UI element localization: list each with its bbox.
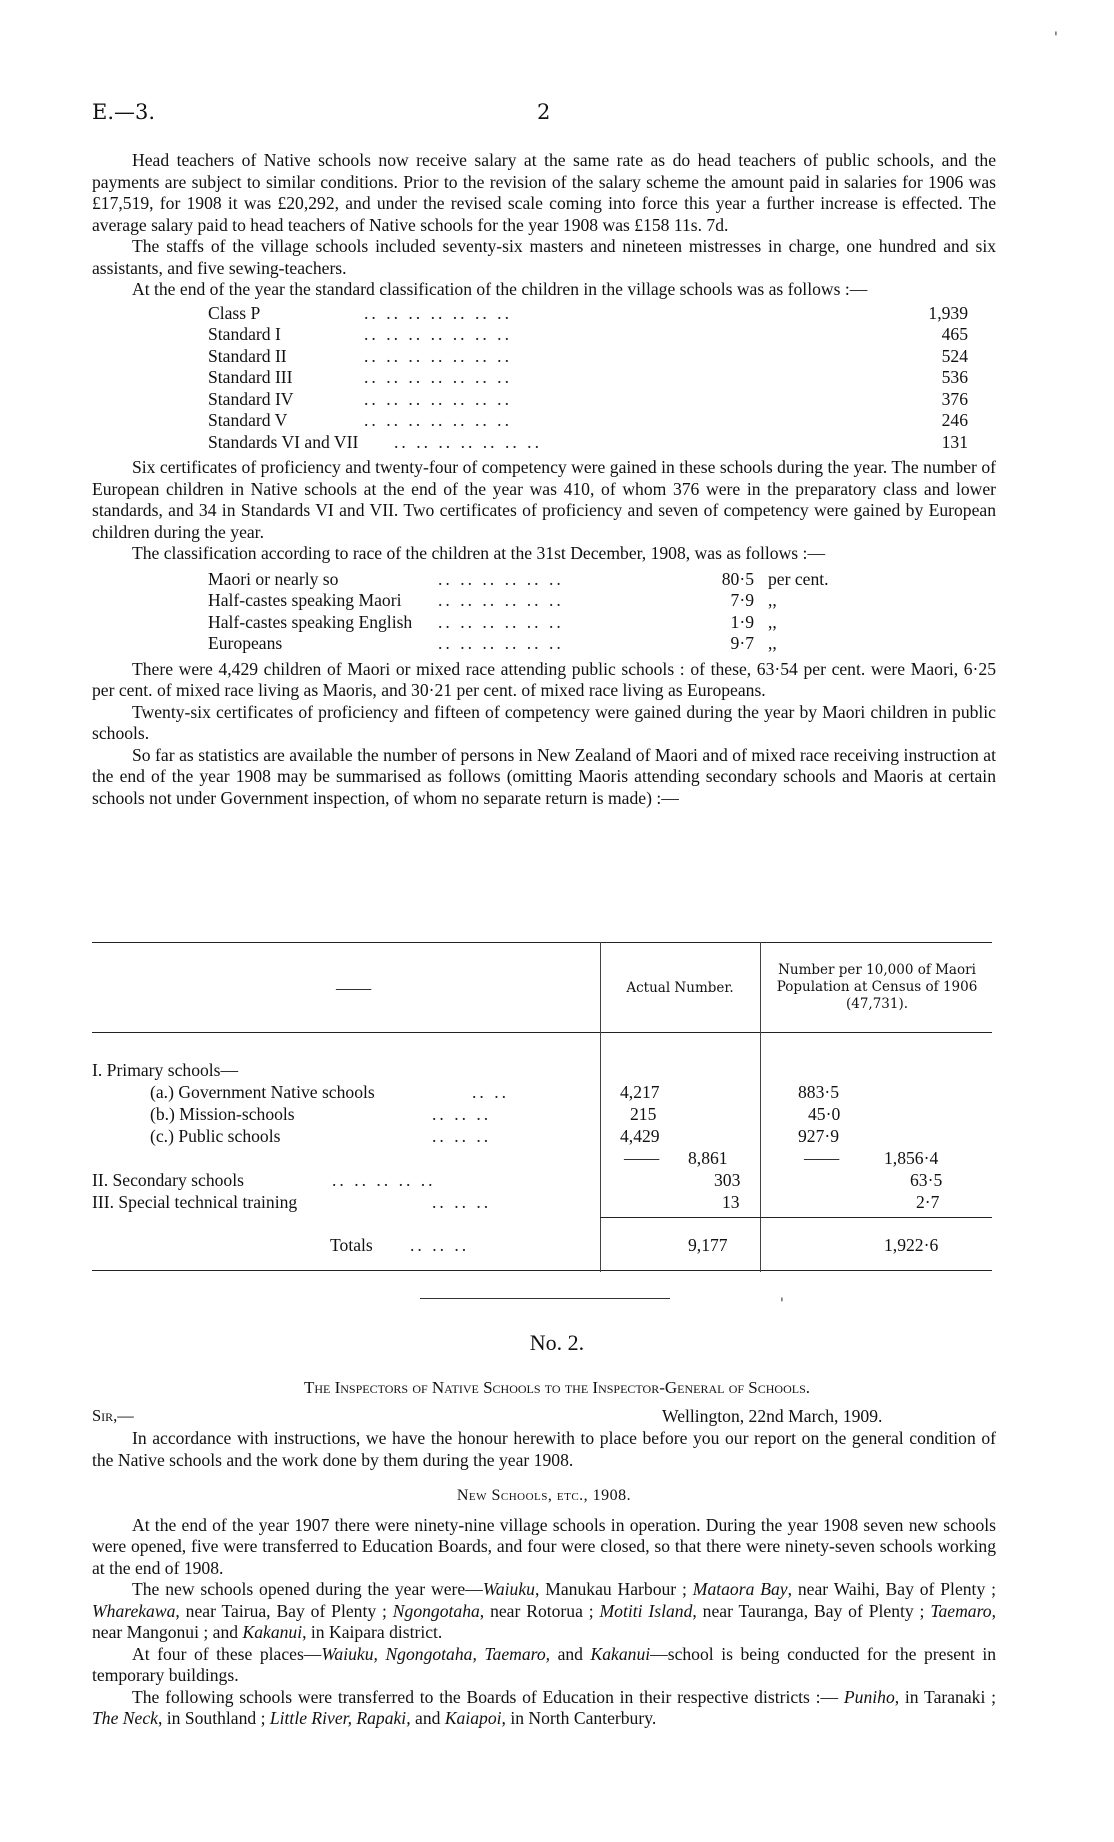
totals-label: Totals xyxy=(330,1235,373,1255)
table-rule-bottom xyxy=(92,1270,992,1271)
cell-actual: 303 xyxy=(714,1170,741,1190)
cell-per: 2·7 xyxy=(916,1192,940,1212)
cell-per: 45·0 xyxy=(808,1104,841,1124)
list-item: Standard III .. .. .. .. .. .. .. 536 xyxy=(208,367,968,387)
report-code: E.—3. xyxy=(92,100,156,124)
letter-number: No. 2. xyxy=(529,1330,585,1355)
cell-actual: 13 xyxy=(722,1192,740,1212)
cell-subtotal-per: 1,856·4 xyxy=(884,1148,939,1168)
row-label: II. Secondary schools xyxy=(92,1170,244,1190)
list-item: Standard V .. .. .. .. .. .. .. 246 xyxy=(208,410,968,430)
list-item: Standard IV .. .. .. .. .. .. .. 376 xyxy=(208,388,968,409)
scan-mark: ' xyxy=(1054,30,1058,46)
standard-classification-list xyxy=(208,303,968,454)
column-header-actual: Actual Number. xyxy=(626,980,734,996)
cell-subtotal-actual: 8,861 xyxy=(688,1148,728,1168)
paragraph: There were 4,429 children of Maori or mixed race attending public schools : of these, 63·54 per cent. were Maori, 6·25 per cent. of mixed race living as Maoris, and 30·21 per cent. of mixed race living as Europeans. xyxy=(92,658,996,700)
list-item: Europeans .. .. .. .. .. .. 9·7 ,, xyxy=(208,633,777,653)
list-item: Half-castes speaking English .. .. .. .. .. .. 1·9 ,, xyxy=(208,611,777,632)
column-divider xyxy=(760,942,761,1272)
cell-actual: 215 xyxy=(630,1104,657,1124)
list-item: Maori or nearly so .. .. .. .. .. .. 80·5 per cent. xyxy=(208,568,829,589)
body-text-upper xyxy=(92,150,996,809)
list-item: Standard I .. .. .. .. .. .. .. 465 xyxy=(208,324,968,344)
list-item: Half-castes speaking Maori .. .. .. .. .. .. 7·9 ,, xyxy=(208,590,777,610)
summary-table xyxy=(92,942,992,1282)
paragraph: At the end of the year 1907 there were ninety-nine village schools in operation. During the year 1908 seven new schools were opened, five were transferred to Education Boards, and four were closed, so that there were ninety-seven schools working at the end of 1908. xyxy=(92,1514,996,1578)
leader-dots: .. .. .. xyxy=(432,1104,492,1124)
list-item: Class P .. .. .. .. .. .. .. 1,939 xyxy=(208,302,968,323)
letter-subtitle: The Inspectors of Native Schools to the Inspector-General of Schools. xyxy=(303,1378,811,1397)
paragraph: Twenty-six certificates of proficiency and fifteen of competency were gained during the year by Maori children in public schools. xyxy=(92,701,996,743)
paragraph: The staffs of the village schools included seventy-six masters and nineteen mistresses in charge, one hundred and six assistants, and five sewing-teachers. xyxy=(92,236,996,278)
paragraph: In accordance with instructions, we have the honour herewith to place before you our report on the general condition of the Native schools and the work done by them during the year 1908. xyxy=(92,1428,996,1470)
paragraph: At four of these places—Waiuku, Ngongotaha, Taemaro, and Kakanui—school is being conducted for the present in temporary buildings. xyxy=(92,1643,996,1685)
dash: —— xyxy=(804,1148,840,1168)
paragraph: The new schools opened during the year were—Waiuku, Manukau Harbour ; Mataora Bay, near Waihi, Bay of Plenty ; Wharekawa, near Tairua, Bay of Plenty ; Ngongotaha, near Rotorua ; Motiti Island, near Tauranga, Bay of Plenty ; Taemaro, near Mangonui ; and Kakanui, in Kaipara district. xyxy=(92,1579,996,1642)
row-label-primary: I. Primary schools— xyxy=(92,1060,239,1080)
body-text-lower xyxy=(92,1428,996,1730)
paragraph: The following schools were transferred to the Boards of Education in their respective districts :— Puniho, in Taranaki ; The Neck, in Southland ; Little River, Rapaki, and Kaiapoi, in North Canterbury. xyxy=(92,1686,996,1728)
leader-dots: .. .. .. xyxy=(410,1235,470,1255)
table-rule-header xyxy=(92,1032,992,1033)
leader-dots: .. .. .. .. .. xyxy=(332,1170,436,1190)
cell-per: 927·9 xyxy=(798,1126,840,1146)
row-label: (c.) Public schools xyxy=(150,1126,281,1146)
dateline: Wellington, 22nd March, 1909. xyxy=(662,1406,883,1426)
cell-totals-per: 1,922·6 xyxy=(884,1235,939,1255)
paragraph: Six certificates of proficiency and twenty-four of competency were gained in these schools during the year. The number of European children in Native schools at the end of the year was 410, of whom 376 were in the preparatory class and lower standards, and 34 in Standards VI and VII. Two certificates of proficiency and seven of competency were gained by European children during the year. xyxy=(92,457,996,542)
cell-actual: 4,217 xyxy=(620,1082,660,1102)
header-blank: —— xyxy=(336,978,372,998)
race-classification-list xyxy=(208,569,848,655)
cell-per: 883·5 xyxy=(798,1082,840,1102)
column-header-per-10000: Number per 10,000 of Maori Population at Census of 1906 (47,731). xyxy=(776,962,978,1012)
row-label: (b.) Mission-schools xyxy=(150,1104,295,1124)
leader-dots: .. .. xyxy=(472,1082,509,1102)
cell-actual: 4,429 xyxy=(620,1126,660,1146)
list-item: Standard II .. .. .. .. .. .. .. 524 xyxy=(208,345,968,366)
paragraph: So far as statistics are available the number of persons in New Zealand of Maori and of mixed race receiving instruction at the end of the year 1908 may be summarised as follows (omitting Maoris attending secondary schools and Maoris at certain schools not under Government inspection, of whom no separate return is made) :— xyxy=(92,744,996,808)
section-title: New Schools, etc., 1908. xyxy=(456,1487,632,1504)
leader-dots: .. .. .. xyxy=(432,1126,492,1146)
paragraph: The classification according to race of the children at the 31st December, 1908, was as follows :— xyxy=(132,543,826,563)
paragraph: Head teachers of Native schools now receive salary at the same rate as do head teachers of public schools, and the payments are subject to similar conditions. Prior to the revision of the salary scheme the amount paid in salaries for 1906 was £17,519, for 1908 it was £20,292, and under the revised scale coming into force this year a further increase is effected. The average salary paid to head teachers of Native schools for the year 1908 was £158 11s. 7d. xyxy=(92,150,996,235)
table-rule-top xyxy=(92,942,992,943)
cell-totals-actual: 9,177 xyxy=(688,1235,728,1255)
section-separator xyxy=(420,1298,670,1299)
column-divider xyxy=(600,942,601,1272)
dash: —— xyxy=(624,1148,660,1168)
cell-per: 63·5 xyxy=(910,1170,943,1190)
salutation: Sir,— xyxy=(92,1406,134,1425)
scan-mark: ' xyxy=(780,1296,784,1312)
leader-dots: .. .. .. xyxy=(432,1192,492,1212)
list-item: Standards VI and VII .. .. .. .. .. .. .. 131 xyxy=(208,431,968,452)
page-number: 2 xyxy=(537,100,551,124)
row-label: III. Special technical training xyxy=(92,1192,298,1212)
paragraph: At the end of the year the standard classification of the children in the village schools was as follows :— xyxy=(132,279,868,299)
totals-rule xyxy=(600,1217,992,1218)
row-label: (a.) Government Native schools xyxy=(150,1082,375,1102)
